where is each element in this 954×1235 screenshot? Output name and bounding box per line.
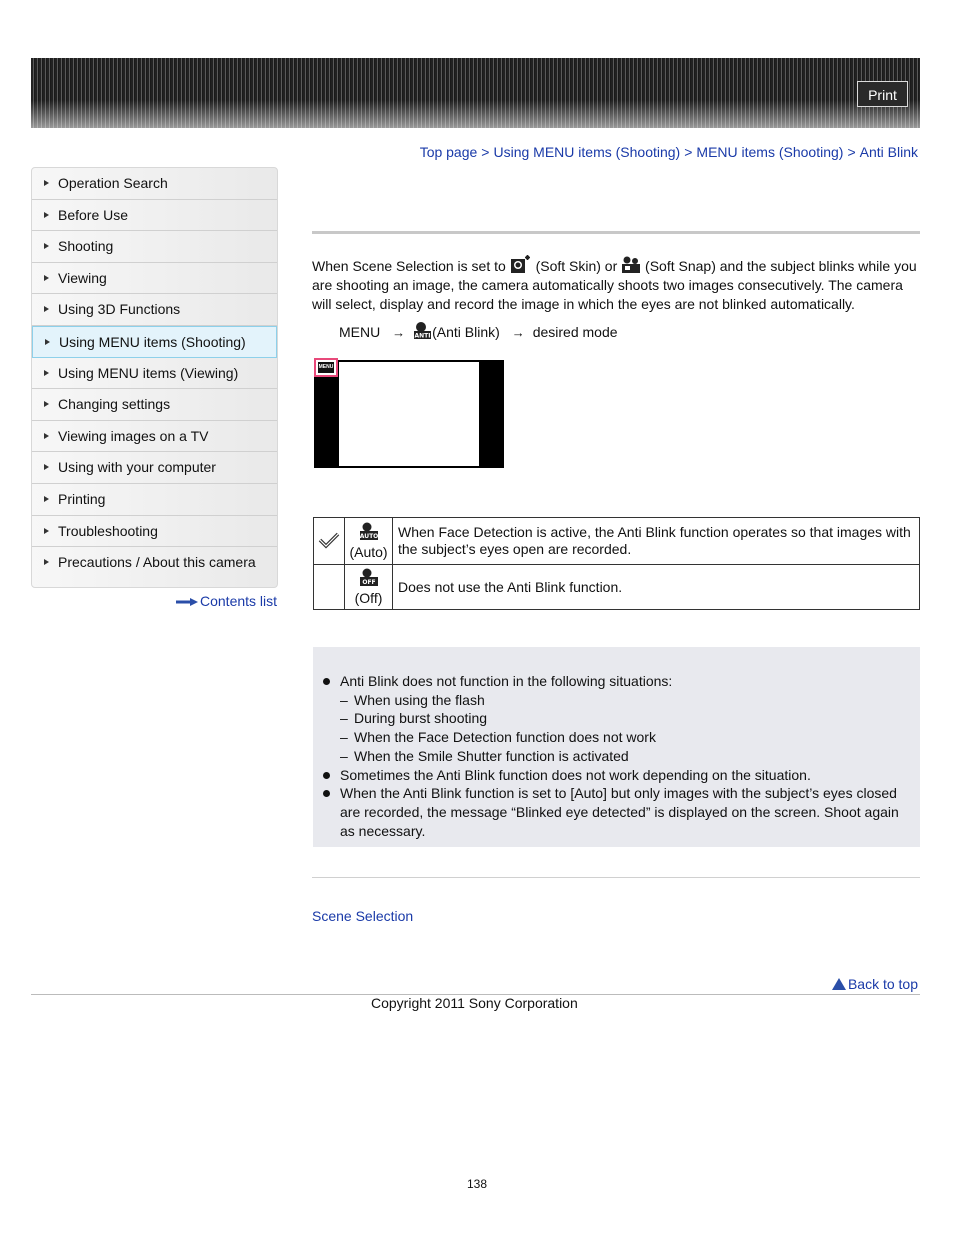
triangle-up-icon [832,978,846,990]
soft-skin-icon [510,254,532,274]
header-banner [31,58,920,128]
caret-right-icon [44,559,49,565]
list-subitem: – When the Smile Shutter function is activated [321,747,917,766]
list-subitem: – During burst shooting [321,709,917,728]
sidebar-item-printing[interactable] [32,484,277,516]
breadcrumb-anti-blink[interactable]: Anti Blink [859,144,918,160]
svg-text:OFF: OFF [361,578,376,586]
caret-right-icon [44,464,49,470]
sidebar-item-menu-viewing[interactable] [32,358,277,390]
sidebar-item-menu-shooting[interactable] [32,326,277,358]
mode-icon-cell [345,518,393,565]
intro-paragraph [312,254,922,314]
notes-list [321,672,917,840]
related-link-scene-selection[interactable]: Scene Selection [312,908,414,924]
back-to-top-label: Back to top [847,976,918,992]
caret-right-icon [44,306,49,312]
sidebar-item-label: Using MENU items (Viewing) [58,364,239,381]
table-row [314,518,920,565]
breadcrumb-separator: > [847,144,856,160]
sidebar-item-label: Viewing images on a TV [58,427,209,444]
menu-path-menu: MENU [339,324,381,340]
list-subitem: – When using the flash [321,691,917,710]
checkmark-icon [317,530,341,550]
sidebar-item-operation-search[interactable] [32,168,277,200]
caret-right-icon [44,275,49,281]
default-check-cell [314,565,345,610]
sidebar-item-3d-functions[interactable] [32,294,277,326]
sidebar-item-precautions[interactable] [32,547,277,579]
arrow-right-icon: → [511,325,525,340]
sidebar-item-shooting[interactable] [32,231,277,263]
mode-icon-cell [345,565,393,610]
list-subitem: – When the Face Detection function does not work [321,728,917,747]
back-to-top-link[interactable] [832,976,918,992]
anti-blink-auto-icon [360,522,378,540]
mode-table [313,517,920,610]
menu-path [339,321,618,340]
caret-right-icon [44,212,49,218]
sidebar-item-label: Before Use [58,206,129,223]
breadcrumb-separator: > [684,144,693,160]
anti-blink-off-icon [360,568,378,586]
sidebar-nav [31,167,278,588]
svg-text:AUTO: AUTO [359,532,378,540]
sidebar-item-troubleshooting[interactable] [32,516,277,548]
breadcrumb-using-menu-items[interactable]: Using MENU items (Shooting) [493,144,681,160]
contents-list-link[interactable] [176,593,277,609]
mode-label: (Auto) [349,543,388,560]
sidebar-item-viewing[interactable] [32,263,277,295]
caret-right-icon [44,243,49,249]
contents-list-label: Contents list [200,593,278,609]
caret-right-icon [44,370,49,376]
caret-right-icon [45,339,50,345]
caret-right-icon [44,180,49,186]
sidebar-item-label: Troubleshooting [58,522,158,539]
svg-text:ANTI: ANTI [414,332,431,340]
list-item: Sometimes the Anti Blink function does not work depending on the situation. [321,766,917,785]
intro-text: (Soft Snap) and the subject blinks while you are shooting an image, the camera automatically shoots two images consecutively. The camera will select, display and record the image in which the eyes are not blinked automatically. [312,258,917,312]
menu-path-item: (Anti Blink) [432,324,500,340]
list-item: When the Anti Blink function is set to [Auto] but only images with the subject’s eyes closed are recorded, the message “Blinked eye detected” is displayed on the screen. Shoot again as necessary. [321,784,917,840]
breadcrumb-top-page[interactable]: Top page [419,144,478,160]
title-divider [312,231,920,234]
intro-text: (Soft Skin) or [535,258,618,274]
copyright-text: Copyright 2011 Sony Corporation [371,995,578,1011]
camera-screen-illustration [314,360,504,468]
caret-right-icon [44,496,49,502]
mode-description: Does not use the Anti Blink function. [393,565,920,610]
sidebar-item-viewing-tv[interactable] [32,421,277,453]
sidebar-item-label: Using MENU items (Shooting) [59,333,246,350]
menu-path-mode: desired mode [532,324,618,340]
breadcrumb-menu-items[interactable]: MENU items (Shooting) [696,144,844,160]
breadcrumb [420,144,918,160]
sidebar-item-changing-settings[interactable] [32,389,277,421]
sidebar-item-label: Using with your computer [58,459,216,476]
sidebar-item-computer[interactable] [32,452,277,484]
page-number: 138 [466,1177,488,1191]
caret-right-icon [44,401,49,407]
sidebar-item-label: Using 3D Functions [58,301,181,318]
sidebar-item-before-use[interactable] [32,200,277,232]
notes-box [313,647,920,847]
mode-description: When Face Detection is active, the Anti Blink function operates so that images with the subject’s eyes open are recorded. [393,518,920,565]
mode-label: (Off) [354,589,383,606]
sidebar-item-label: Precautions / About this camera [58,554,256,571]
menu-button-highlight [314,358,338,377]
default-check-cell [314,518,345,565]
list-item: Anti Blink does not function in the following situations: [321,672,917,691]
sidebar-item-label: Changing settings [58,396,171,413]
section-divider [312,877,920,878]
sidebar-item-label: Operation Search [58,175,168,191]
print-button[interactable]: Print [857,81,908,107]
table-row [314,565,920,610]
caret-right-icon [44,433,49,439]
sidebar-item-label: Printing [58,490,106,507]
anti-blink-icon [413,321,432,340]
arrow-right-icon: → [392,325,406,340]
soft-snap-icon [621,254,641,274]
sidebar-item-label: Viewing [58,269,107,286]
intro-text: When Scene Selection is set to [312,258,506,274]
screen-display-area [339,362,479,466]
caret-right-icon [44,528,49,534]
sidebar-item-label: Shooting [58,238,114,255]
arrow-right-icon [176,598,198,606]
menu-button-label: MENU [318,362,334,373]
breadcrumb-separator: > [481,144,490,160]
